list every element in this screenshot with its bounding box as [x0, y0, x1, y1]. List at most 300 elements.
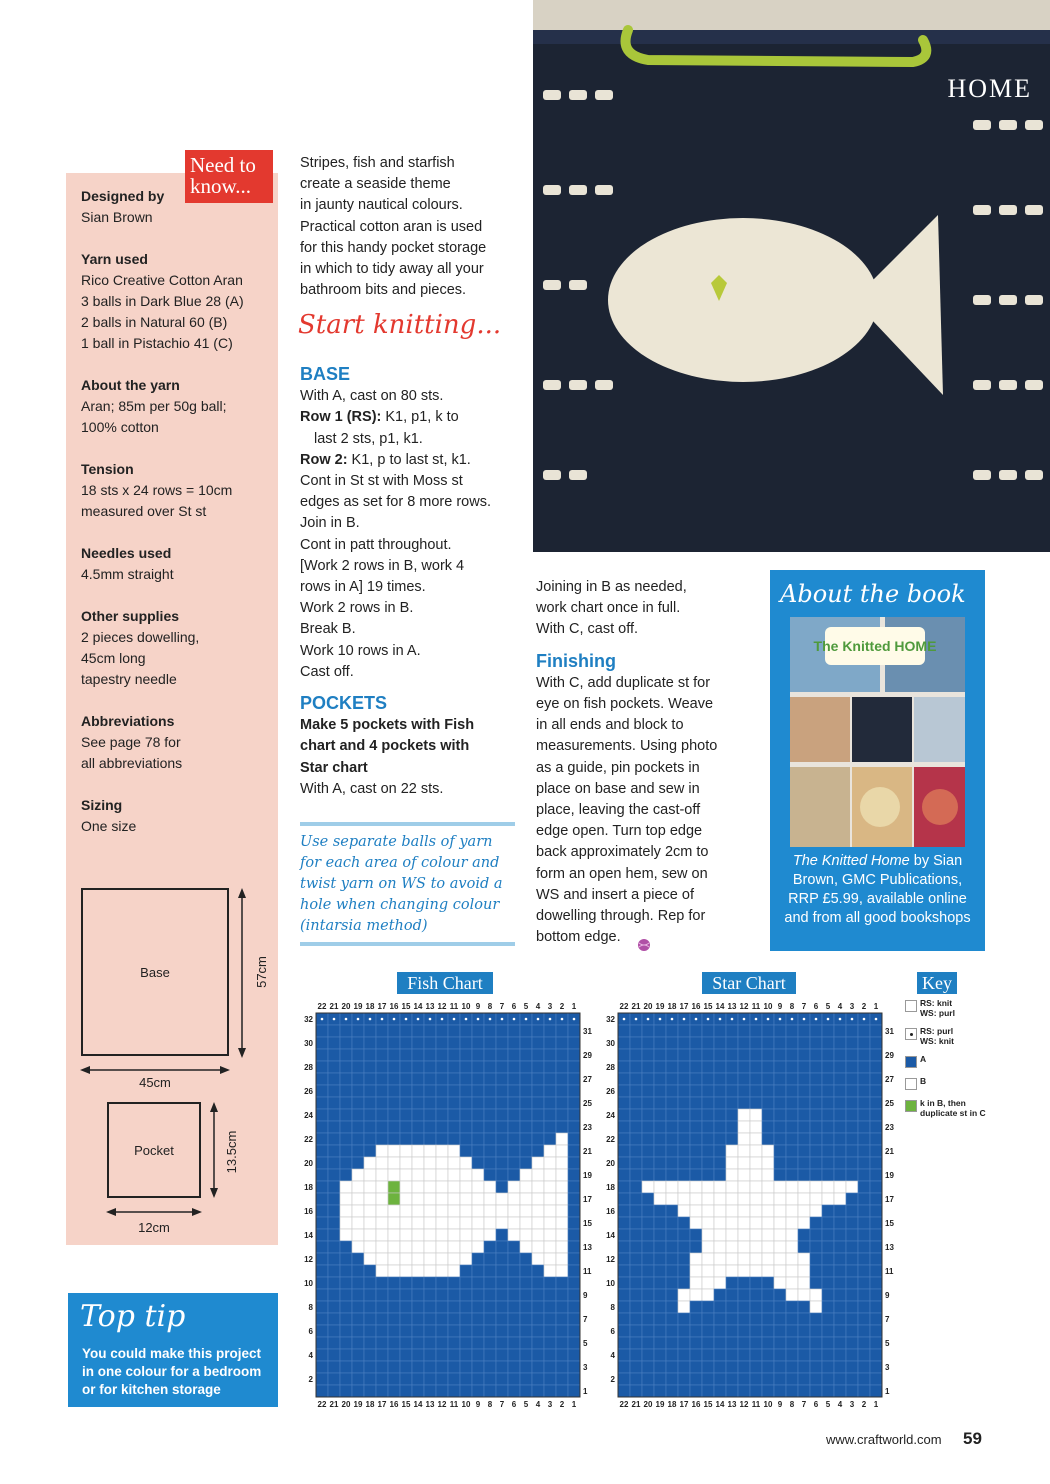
chart-cell — [400, 1289, 412, 1301]
key-label-line: WS: knit — [920, 1036, 954, 1046]
chart-cell — [520, 1157, 532, 1169]
row-number: 8 — [610, 1303, 615, 1312]
chart-cell — [448, 1253, 460, 1265]
chart-cell — [630, 1373, 642, 1385]
diagram-base-height: 57cm — [254, 956, 269, 988]
chart-cell — [702, 1277, 714, 1289]
chart-cell — [568, 1361, 580, 1373]
chart-cell — [316, 1241, 328, 1253]
chart-cell — [702, 1169, 714, 1181]
chart-cell — [340, 1349, 352, 1361]
chart-cell — [870, 1229, 882, 1241]
chart-cell — [798, 1229, 810, 1241]
chart-cell — [846, 1337, 858, 1349]
chart-cell — [654, 1313, 666, 1325]
chart-cell — [352, 1253, 364, 1265]
chart-cell — [508, 1253, 520, 1265]
chart-cell — [654, 1301, 666, 1313]
chart-cell — [858, 1349, 870, 1361]
chart-cell — [702, 1181, 714, 1193]
chart-cell — [568, 1073, 580, 1085]
star-chart — [606, 1002, 894, 1409]
chart-cell — [642, 1073, 654, 1085]
chart-cell — [568, 1253, 580, 1265]
chart-cell — [448, 1025, 460, 1037]
chart-cell — [448, 1205, 460, 1217]
chart-cell — [496, 1157, 508, 1169]
chart-cell — [532, 1253, 544, 1265]
chart-cell — [556, 1361, 568, 1373]
chart-cell — [834, 1241, 846, 1253]
chart-cell — [340, 1217, 352, 1229]
chart-cell — [786, 1205, 798, 1217]
chart-cell — [666, 1193, 678, 1205]
chart-cell — [834, 1361, 846, 1373]
chart-cell — [810, 1253, 822, 1265]
purl-dot-icon — [635, 1018, 638, 1021]
chart-cell — [544, 1229, 556, 1241]
chart-cell — [834, 1325, 846, 1337]
chart-cell — [738, 1217, 750, 1229]
intarsia-tip — [300, 822, 515, 946]
chart-cell — [858, 1361, 870, 1373]
chart-cell — [630, 1169, 642, 1181]
purl-dot-icon — [489, 1018, 492, 1021]
chart-cell — [424, 1289, 436, 1301]
chart-cell — [630, 1361, 642, 1373]
chart-cell — [666, 1229, 678, 1241]
spec-section — [81, 459, 271, 522]
chart-cell — [690, 1109, 702, 1121]
chart-cell — [762, 1121, 774, 1133]
chart-cell — [364, 1121, 376, 1133]
chart-cell — [376, 1277, 388, 1289]
chart-cell — [400, 1325, 412, 1337]
chart-cell — [750, 1373, 762, 1385]
key-dot-icon — [910, 1033, 913, 1036]
spec-line: Sian Brown — [81, 209, 153, 225]
chart-cell — [460, 1373, 472, 1385]
chart-cell — [568, 1061, 580, 1073]
book-title: About the book — [780, 580, 966, 608]
chart-cell — [678, 1109, 690, 1121]
base-line: Join in B. — [300, 515, 360, 532]
chart-cell — [870, 1337, 882, 1349]
chart-cell — [870, 1109, 882, 1121]
chart-cell — [508, 1241, 520, 1253]
chart-cell — [678, 1193, 690, 1205]
chart-cell — [870, 1301, 882, 1313]
chart-cell — [472, 1109, 484, 1121]
chart-cell — [726, 1229, 738, 1241]
chart-cell — [750, 1229, 762, 1241]
chart-cell — [328, 1325, 340, 1337]
chart-cell — [690, 1325, 702, 1337]
chart-cell — [472, 1277, 484, 1289]
chart-cell — [834, 1037, 846, 1049]
chart-cell — [666, 1373, 678, 1385]
chart-cell — [762, 1325, 774, 1337]
column-number: 2 — [861, 1002, 867, 1011]
chart-cell — [738, 1337, 750, 1349]
chart-cell — [400, 1349, 412, 1361]
diagram-pocket-height: 13.5cm — [224, 1130, 239, 1174]
chart-cell — [858, 1229, 870, 1241]
row-number: 3 — [885, 1363, 890, 1372]
chart-cell — [846, 1301, 858, 1313]
chart-cell — [532, 1133, 544, 1145]
chart-cell — [774, 1373, 786, 1385]
purl-dot-icon — [803, 1018, 806, 1021]
chart-cell — [532, 1145, 544, 1157]
chart-cell — [556, 1349, 568, 1361]
intro-line: bathroom bits and pieces. — [300, 282, 467, 299]
chart-cell — [484, 1277, 496, 1289]
chart-cell — [496, 1049, 508, 1061]
chart-cell — [618, 1157, 630, 1169]
key-swatch — [905, 1056, 917, 1068]
chart-cell — [702, 1193, 714, 1205]
chart-cell — [654, 1109, 666, 1121]
chart-cell — [316, 1145, 328, 1157]
chart-cell — [388, 1049, 400, 1061]
chart-cell — [556, 1157, 568, 1169]
column-number: 8 — [789, 1400, 795, 1409]
chart-cell — [400, 1265, 412, 1277]
chart-cell — [678, 1253, 690, 1265]
chart-cell — [642, 1169, 654, 1181]
chart-cell — [364, 1097, 376, 1109]
chart-cell — [846, 1385, 858, 1397]
chart-cell — [436, 1073, 448, 1085]
tip-line: twist yarn on WS to avoid a — [300, 876, 503, 892]
chart-cell — [726, 1253, 738, 1265]
column-number: 21 — [631, 1400, 641, 1409]
column-number: 11 — [449, 1400, 459, 1409]
tip-line: for each area of colour and — [300, 855, 500, 871]
chart-cell — [822, 1253, 834, 1265]
chart-cell — [532, 1169, 544, 1181]
row-number: 32 — [304, 1015, 313, 1024]
row-number: 4 — [308, 1351, 313, 1360]
column-number: 9 — [777, 1400, 783, 1409]
chart-cell — [630, 1229, 642, 1241]
chart-cell — [376, 1385, 388, 1397]
chart-cell — [822, 1241, 834, 1253]
chart-cell — [750, 1049, 762, 1061]
chart-cell — [630, 1325, 642, 1337]
chart-cell — [846, 1217, 858, 1229]
chart-cell — [714, 1121, 726, 1133]
chart-cell — [460, 1325, 472, 1337]
chart-cell — [508, 1193, 520, 1205]
chart-cell — [726, 1049, 738, 1061]
chart-cell — [424, 1349, 436, 1361]
base-line — [300, 450, 520, 471]
chart-cell — [520, 1097, 532, 1109]
chart-cell — [846, 1361, 858, 1373]
chart-cell — [714, 1025, 726, 1037]
chart-cell — [472, 1061, 484, 1073]
chart-cell — [750, 1169, 762, 1181]
column-number: 1 — [873, 1002, 879, 1011]
chart-cell — [520, 1313, 532, 1325]
chart-cell — [352, 1097, 364, 1109]
chart-cell — [642, 1253, 654, 1265]
chart-cell — [496, 1085, 508, 1097]
chart-cell — [630, 1205, 642, 1217]
chart-cell — [568, 1265, 580, 1277]
chart-cell — [460, 1205, 472, 1217]
chart-cell — [798, 1121, 810, 1133]
chart-cell — [532, 1181, 544, 1193]
chart-cell — [436, 1169, 448, 1181]
chart-cell — [846, 1109, 858, 1121]
purl-dot-icon — [863, 1018, 866, 1021]
chart-cell — [472, 1157, 484, 1169]
purl-dot-icon — [345, 1018, 348, 1021]
chart-cell — [798, 1265, 810, 1277]
chart-cell — [328, 1025, 340, 1037]
purl-dot-icon — [743, 1018, 746, 1021]
chart-cell — [858, 1157, 870, 1169]
chart-cell — [376, 1109, 388, 1121]
chart-cell — [544, 1193, 556, 1205]
chart-cell — [328, 1265, 340, 1277]
row-number: 4 — [610, 1351, 615, 1360]
chart-cell — [568, 1337, 580, 1349]
chart-cell — [666, 1205, 678, 1217]
column-number: 3 — [547, 1400, 553, 1409]
chart-cell — [678, 1049, 690, 1061]
chart-cell — [738, 1025, 750, 1037]
chart-cell — [316, 1169, 328, 1181]
chart-cell — [436, 1289, 448, 1301]
chart-cell — [424, 1337, 436, 1349]
chart-cell — [568, 1229, 580, 1241]
column-number: 6 — [511, 1400, 517, 1409]
chart-cell — [508, 1025, 520, 1037]
finishing-line: dowelling through. Rep for — [536, 908, 706, 925]
chart-cell — [726, 1061, 738, 1073]
chart-cell — [714, 1157, 726, 1169]
chart-cell — [738, 1133, 750, 1145]
chart-cell — [328, 1145, 340, 1157]
chart-cell — [738, 1193, 750, 1205]
chart-cell — [532, 1385, 544, 1397]
chart-cell — [424, 1025, 436, 1037]
chart-cell — [316, 1313, 328, 1325]
chart-cell — [642, 1217, 654, 1229]
chart-cell — [388, 1325, 400, 1337]
chart-cell — [484, 1325, 496, 1337]
chart-cell — [472, 1145, 484, 1157]
chart-cell — [810, 1133, 822, 1145]
chart-cell — [786, 1097, 798, 1109]
chart-cell — [630, 1073, 642, 1085]
chart-cell — [774, 1265, 786, 1277]
chart-cell — [666, 1097, 678, 1109]
chart-cell — [520, 1253, 532, 1265]
row-number: 25 — [885, 1099, 894, 1108]
spec-line: tapestry needle — [81, 671, 177, 687]
chart-cell — [642, 1349, 654, 1361]
chart-cell — [834, 1145, 846, 1157]
chart-cell — [702, 1061, 714, 1073]
chart-cell — [436, 1085, 448, 1097]
chart-cell — [834, 1265, 846, 1277]
chart-cell — [822, 1385, 834, 1397]
chart-cell — [388, 1145, 400, 1157]
chart-cell — [690, 1181, 702, 1193]
finishing-line: as a guide, pin pockets in — [536, 759, 700, 776]
key-label — [920, 998, 955, 1018]
spec-line: 2 pieces dowelling, — [81, 629, 200, 645]
base-line: Cont in St st with Moss st — [300, 473, 463, 490]
chart-cell — [642, 1037, 654, 1049]
chart-cell — [786, 1301, 798, 1313]
chart-cell — [858, 1085, 870, 1097]
chart-cell — [690, 1097, 702, 1109]
chart-cell — [714, 1265, 726, 1277]
chart-cell — [738, 1073, 750, 1085]
column-number: 18 — [667, 1002, 677, 1011]
chart-cell — [690, 1145, 702, 1157]
chart-cell — [774, 1145, 786, 1157]
chart-cell — [654, 1181, 666, 1193]
chart-cell — [738, 1253, 750, 1265]
chart-cell — [412, 1205, 424, 1217]
chart-cell — [690, 1373, 702, 1385]
chart-cell — [316, 1025, 328, 1037]
column-number: 12 — [437, 1002, 447, 1011]
chart-cell — [388, 1061, 400, 1073]
key-label — [920, 1076, 926, 1086]
pockets-line: With A, cast on 22 sts. — [300, 780, 444, 797]
chart-cell — [472, 1349, 484, 1361]
chart-cell — [702, 1385, 714, 1397]
column-number: 4 — [837, 1400, 843, 1409]
chart-cell — [472, 1265, 484, 1277]
column-number: 3 — [849, 1400, 855, 1409]
chart-cell — [520, 1085, 532, 1097]
chart-cell — [810, 1097, 822, 1109]
row-number: 26 — [606, 1087, 615, 1096]
chart-cell — [484, 1073, 496, 1085]
purl-dot-icon — [453, 1018, 456, 1021]
chart-cell — [340, 1073, 352, 1085]
column-number: 13 — [425, 1002, 435, 1011]
chart-cell — [750, 1109, 762, 1121]
chart-cell — [316, 1061, 328, 1073]
base-line: edges as set for 8 more rows. — [300, 494, 491, 511]
row-number: 10 — [304, 1279, 313, 1288]
fish-pocket-photo — [533, 0, 1050, 552]
chart-cell — [750, 1145, 762, 1157]
chart-cell — [508, 1277, 520, 1289]
column-number: 11 — [751, 1002, 761, 1011]
key-swatch — [905, 1028, 917, 1040]
chart-cell — [328, 1097, 340, 1109]
spec-line: all abbreviations — [81, 755, 183, 771]
chart-cell — [786, 1373, 798, 1385]
chart-cell — [472, 1133, 484, 1145]
row-number: 19 — [583, 1171, 592, 1180]
chart-cell — [846, 1145, 858, 1157]
chart-cell — [798, 1157, 810, 1169]
chart-cell — [472, 1241, 484, 1253]
chart-cell — [822, 1169, 834, 1181]
chart-cell — [714, 1217, 726, 1229]
chart-cell — [352, 1109, 364, 1121]
chart-cell — [810, 1313, 822, 1325]
intro-line: Stripes, fish and starfish — [300, 155, 455, 171]
chart-cell — [798, 1217, 810, 1229]
chart-cell — [340, 1193, 352, 1205]
chart-cell — [484, 1085, 496, 1097]
chart-cell — [472, 1181, 484, 1193]
chart-cell — [400, 1313, 412, 1325]
chart-cell — [568, 1121, 580, 1133]
finishing-line: place on base and sew in — [536, 780, 700, 797]
chart-cell — [472, 1385, 484, 1397]
chart-cell — [472, 1373, 484, 1385]
chart-cell — [484, 1337, 496, 1349]
row-number: 28 — [304, 1063, 313, 1072]
chart-cell — [520, 1049, 532, 1061]
chart-cell — [340, 1301, 352, 1313]
chart-cell — [472, 1073, 484, 1085]
chart-cell — [726, 1145, 738, 1157]
chart-cell — [472, 1085, 484, 1097]
chart-cell — [762, 1073, 774, 1085]
chart-cell — [532, 1277, 544, 1289]
chart-cell — [400, 1145, 412, 1157]
chart-cell — [352, 1193, 364, 1205]
chart-cell — [642, 1109, 654, 1121]
chart-cell — [460, 1121, 472, 1133]
chart-cell — [678, 1037, 690, 1049]
chart-cell — [520, 1181, 532, 1193]
chart-cell — [484, 1169, 496, 1181]
chart-cell — [520, 1133, 532, 1145]
chart-cell — [630, 1181, 642, 1193]
chart-cell — [642, 1361, 654, 1373]
chart-cell — [340, 1241, 352, 1253]
base-line: last 2 sts, p1, k1. — [314, 430, 423, 447]
pockets-line: chart and 4 pockets with — [300, 738, 470, 755]
chart-cell — [364, 1205, 376, 1217]
chart-cell — [858, 1313, 870, 1325]
chart-cell — [858, 1097, 870, 1109]
need-to-know-content — [81, 186, 271, 858]
purl-dot-icon — [695, 1018, 698, 1021]
chart-cell — [714, 1073, 726, 1085]
chart-cell — [328, 1049, 340, 1061]
chart-cell — [798, 1325, 810, 1337]
chart-cell — [556, 1169, 568, 1181]
chart-cell — [618, 1325, 630, 1337]
chart-cell — [460, 1025, 472, 1037]
column-number: 16 — [691, 1002, 701, 1011]
chart-cell — [484, 1229, 496, 1241]
purl-dot-icon — [683, 1018, 686, 1021]
chart-cell — [496, 1229, 508, 1241]
chart-cell — [738, 1349, 750, 1361]
chart-cell — [364, 1133, 376, 1145]
base-line: [Work 2 rows in B, work 4 — [300, 557, 465, 574]
chart-cell — [448, 1169, 460, 1181]
